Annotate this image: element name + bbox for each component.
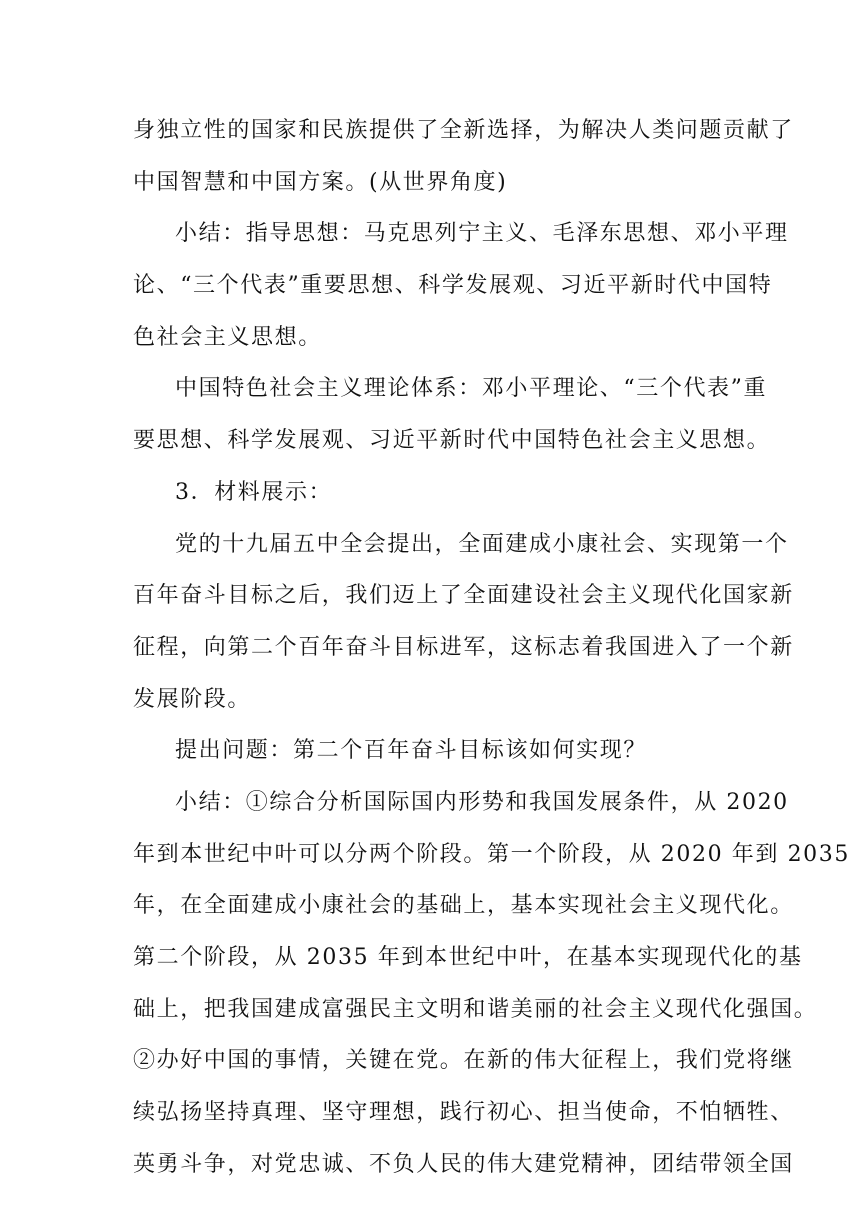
text-line: 论、“三个代表”重要思想、科学发展观、习近平新时代中国特: [133, 273, 773, 299]
text-line: 小结：①综合分析国际国内形势和我国发展条件，从 2020: [175, 789, 789, 815]
text-line: 发展阶段。: [133, 686, 252, 712]
text-line: 中国智慧和中国方案。(从世界角度): [133, 169, 508, 195]
text-line: 续弘扬坚持真理、坚守理想，践行初心、担当使命，不怕牺牲、: [133, 1100, 794, 1126]
text-line: 征程，向第二个百年奋斗目标进军，这标志着我国进入了一个新: [133, 634, 794, 660]
section-heading: 3．材料展示：: [175, 479, 333, 505]
text-line: 色社会主义思想。: [133, 324, 322, 350]
text-line: 要思想、科学发展观、习近平新时代中国特色社会主义思想。: [133, 428, 771, 454]
text-line: 小结：指导思想：马克思列宁主义、毛泽东思想、邓小平理: [175, 221, 789, 247]
text-line: 年到本世纪中叶可以分两个阶段。第一个阶段，从 2020 年到 2035: [133, 841, 850, 867]
text-line: 党的十九届五中全会提出，全面建成小康社会、实现第一个: [175, 531, 789, 557]
text-line: 提出问题：第二个百年奋斗目标该如何实现？: [175, 738, 648, 764]
text-line: ②办好中国的事情，关键在党。在新的伟大征程上，我们党将继: [133, 1048, 794, 1074]
text-line: 第二个阶段，从 2035 年到本世纪中叶，在基本实现现代化的基: [133, 945, 803, 970]
text-line: 英勇斗争，对党忠诚、不负人民的伟大建党精神，团结带领全国: [133, 1151, 794, 1177]
text-line: 年，在全面建成小康社会的基础上，基本实现社会主义现代化。: [133, 893, 794, 919]
text-line: 础上，把我国建成富强民主文明和谐美丽的社会主义现代化强国。: [133, 996, 818, 1022]
text-line: 百年奋斗目标之后，我们迈上了全面建设社会主义现代化国家新: [133, 583, 794, 609]
text-line: 中国特色社会主义理论体系：邓小平理论、“三个代表”重: [175, 376, 768, 402]
text-line: 身独立性的国家和民族提供了全新选择，为解决人类问题贡献了: [133, 118, 794, 143]
